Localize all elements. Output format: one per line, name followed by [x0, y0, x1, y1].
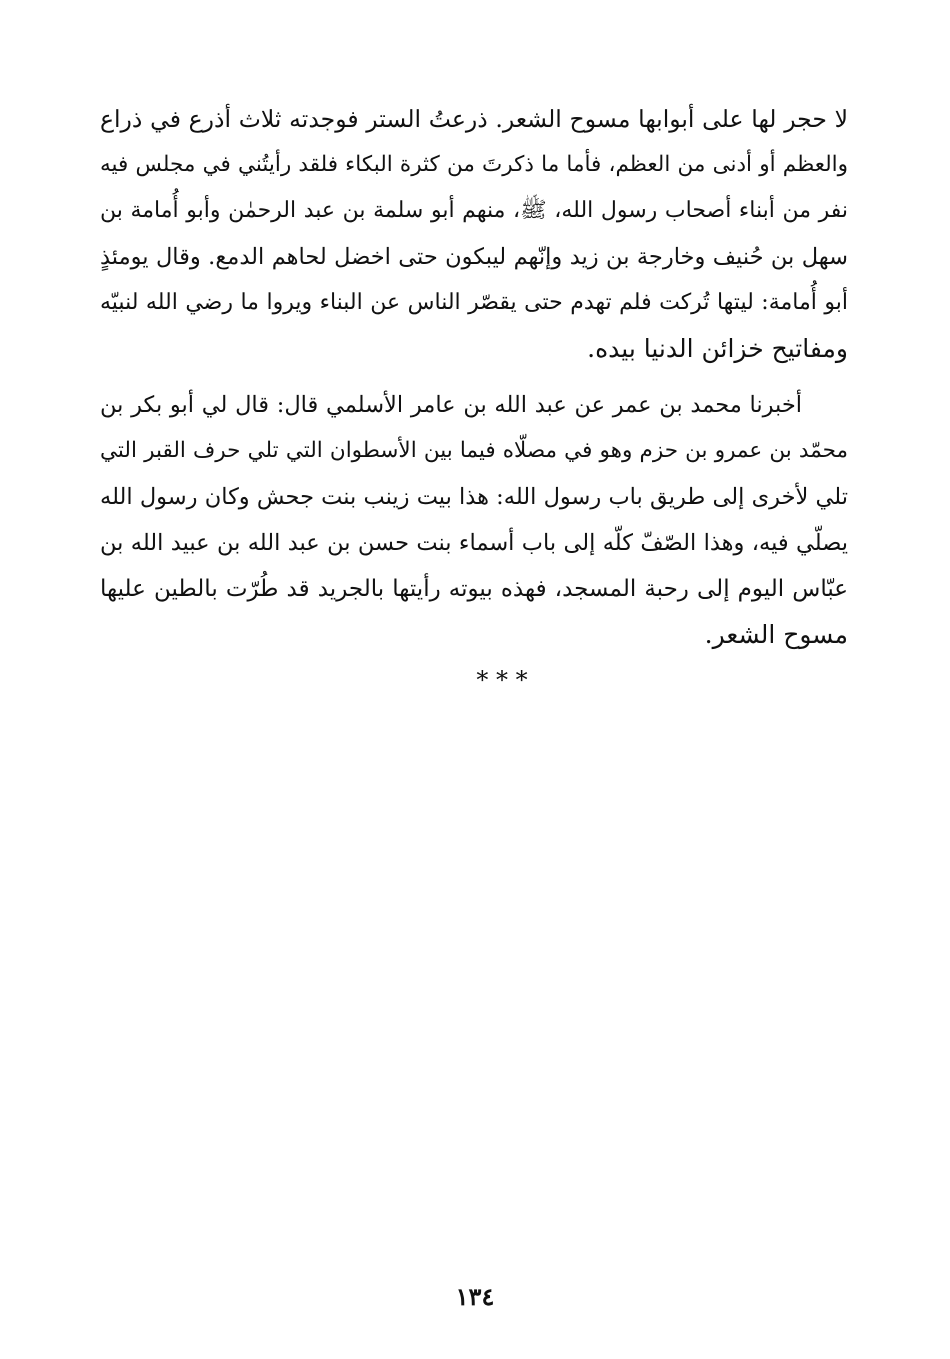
- text-line: أبو أُمامة: ليتها تُركت فلم تهدم حتى يقصّر الناس عن البناء ويروا ما رضي الله لنبيّه: [100, 290, 848, 315]
- text-line: يصلّي فيه، وهذا الصّفّ كلّه إلى باب أسماء بنت حسن بن عبد الله بن عبيد الله بن: [100, 530, 848, 556]
- text-line: لا حجر لها على أبوابها مسوح الشعر. ذرعتُ الستر فوجدته ثلاث أذرع في ذراع: [100, 105, 848, 133]
- text-line: والعظم أو أدنى من العظم، فأما ما ذكرتَ من كثرة البكاء فلقد رأيتُني في مجلس فيه: [100, 152, 848, 177]
- paragraph-2: [100, 382, 848, 658]
- paragraph-gap: [100, 372, 848, 382]
- section-separator: * * *: [476, 666, 528, 694]
- text-line: نفر من أبناء أصحاب رسول الله، ﷺ، منهم أبو سلمة بن عبد الرحمٰن وأبو أُمامة بن: [100, 198, 848, 223]
- text-line: سهل بن حُنيف وخارجة بن زيد وإنّهم ليبكون حتى اخضل لحاهم الدمع. وقال يومئذٍ: [100, 244, 848, 270]
- paragraph-1: [100, 96, 848, 372]
- text-line: تلي لأخرى إلى طريق باب رسول الله: هذا بيت زينب بنت جحش وكان رسول الله: [100, 484, 848, 510]
- text-line: ومفاتيح خزائن الدنيا بيده.: [587, 334, 848, 363]
- page-number: ١٣٤: [455, 1282, 495, 1311]
- text-line: أخبرنا محمد بن عمر عن عبد الله بن عامر الأسلمي قال: قال لي أبو بكر بن: [100, 392, 802, 418]
- text-line: محمّد بن عمرو بن حزم وهو في مصلّاه فيما بين الأسطوان التي تلي حرف القبر التي: [100, 438, 848, 463]
- page-body: [100, 96, 848, 694]
- text-line: عبّاس اليوم إلى رحبة المسجد، فهذه بيوته رأيتها بالجريد قد طُرّت بالطين عليها: [100, 576, 848, 602]
- text-line: مسوح الشعر.: [704, 620, 848, 649]
